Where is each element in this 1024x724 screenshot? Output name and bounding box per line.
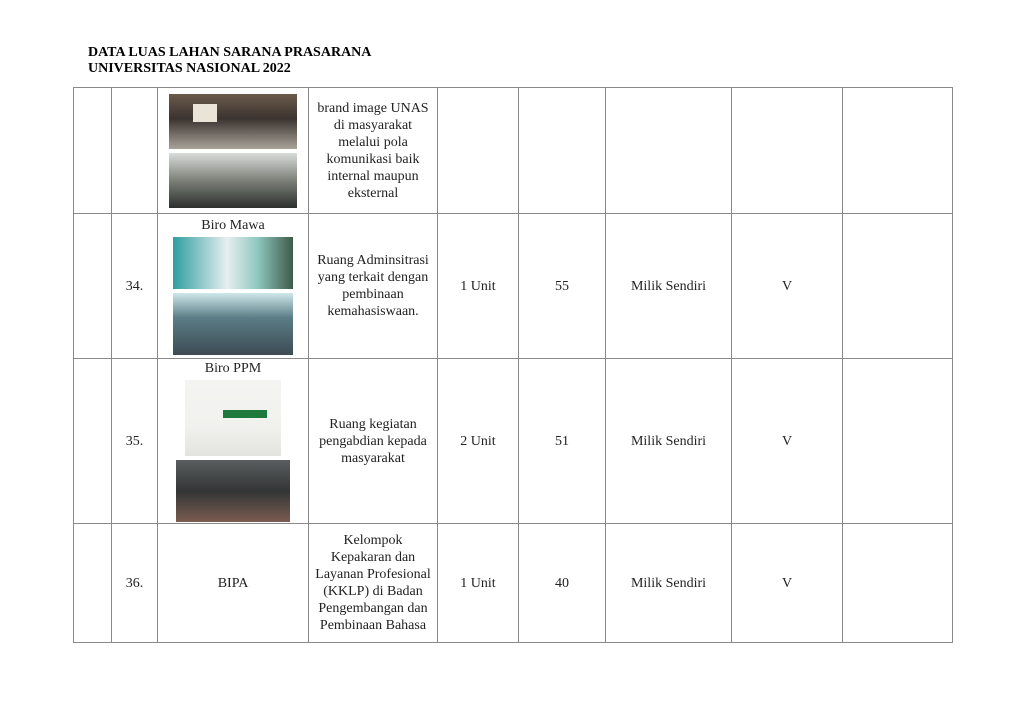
check-cell xyxy=(732,88,843,214)
table-row xyxy=(74,524,953,643)
facility-photo xyxy=(173,237,293,289)
check-cell: V xyxy=(732,359,843,524)
table-row xyxy=(74,359,953,524)
table-row xyxy=(74,88,953,214)
heading-line-1: DATA LUAS LAHAN SARANA PRASARANA xyxy=(88,45,372,60)
area-cell: 55 xyxy=(519,214,606,359)
ownership-cell xyxy=(606,88,732,214)
check-cell: V xyxy=(732,214,843,359)
facility-photo xyxy=(169,153,297,208)
facility-description: Ruang kegiatan pengabdian kepada masyarakat xyxy=(309,359,438,524)
heading-line-2: UNIVERSITAS NASIONAL 2022 xyxy=(88,61,291,76)
area-cell xyxy=(519,88,606,214)
facility-cell xyxy=(158,88,309,214)
quantity-cell xyxy=(438,88,519,214)
area-cell: 40 xyxy=(519,524,606,643)
quantity-cell: 1 Unit xyxy=(438,524,519,643)
blank-cell xyxy=(74,359,112,524)
quantity-cell: 1 Unit xyxy=(438,214,519,359)
check-cell: V xyxy=(732,524,843,643)
row-number xyxy=(112,88,158,214)
facility-photo xyxy=(176,460,290,522)
extra-cell xyxy=(843,359,953,524)
row-number: 34. xyxy=(112,214,158,359)
extra-cell xyxy=(843,88,953,214)
facility-cell xyxy=(158,214,309,359)
facility-name: BIPA xyxy=(158,524,309,643)
facility-photo xyxy=(173,293,293,355)
document-heading xyxy=(88,45,371,77)
quantity-cell: 2 Unit xyxy=(438,359,519,524)
blank-cell xyxy=(74,214,112,359)
facility-name: Biro PPM xyxy=(204,361,262,376)
facility-cell xyxy=(158,359,309,524)
extra-cell xyxy=(843,214,953,359)
poster-graphic xyxy=(193,104,217,122)
ownership-cell: Milik Sendiri xyxy=(606,214,732,359)
extra-cell xyxy=(843,524,953,643)
row-number: 36. xyxy=(112,524,158,643)
facility-photo xyxy=(185,380,281,456)
facility-name: Biro Mawa xyxy=(201,218,265,233)
facility-description: brand image UNAS di masyarakat melalui pola komunikasi baik internal maupun eksternal xyxy=(309,88,438,214)
sign-graphic xyxy=(223,410,267,418)
ownership-cell: Milik Sendiri xyxy=(606,359,732,524)
blank-cell xyxy=(74,88,112,214)
ownership-cell: Milik Sendiri xyxy=(606,524,732,643)
table-row xyxy=(74,214,953,359)
facility-photo xyxy=(169,94,297,149)
facility-table xyxy=(73,87,953,643)
facility-description: Kelompok Kepakaran dan Layanan Profesional (KKLP) di Badan Pengembangan dan Pembinaan Bahasa xyxy=(309,524,438,643)
facility-description: Ruang Adminsitrasi yang terkait dengan pembinaan kemahasiswaan. xyxy=(309,214,438,359)
area-cell: 51 xyxy=(519,359,606,524)
blank-cell xyxy=(74,524,112,643)
row-number: 35. xyxy=(112,359,158,524)
